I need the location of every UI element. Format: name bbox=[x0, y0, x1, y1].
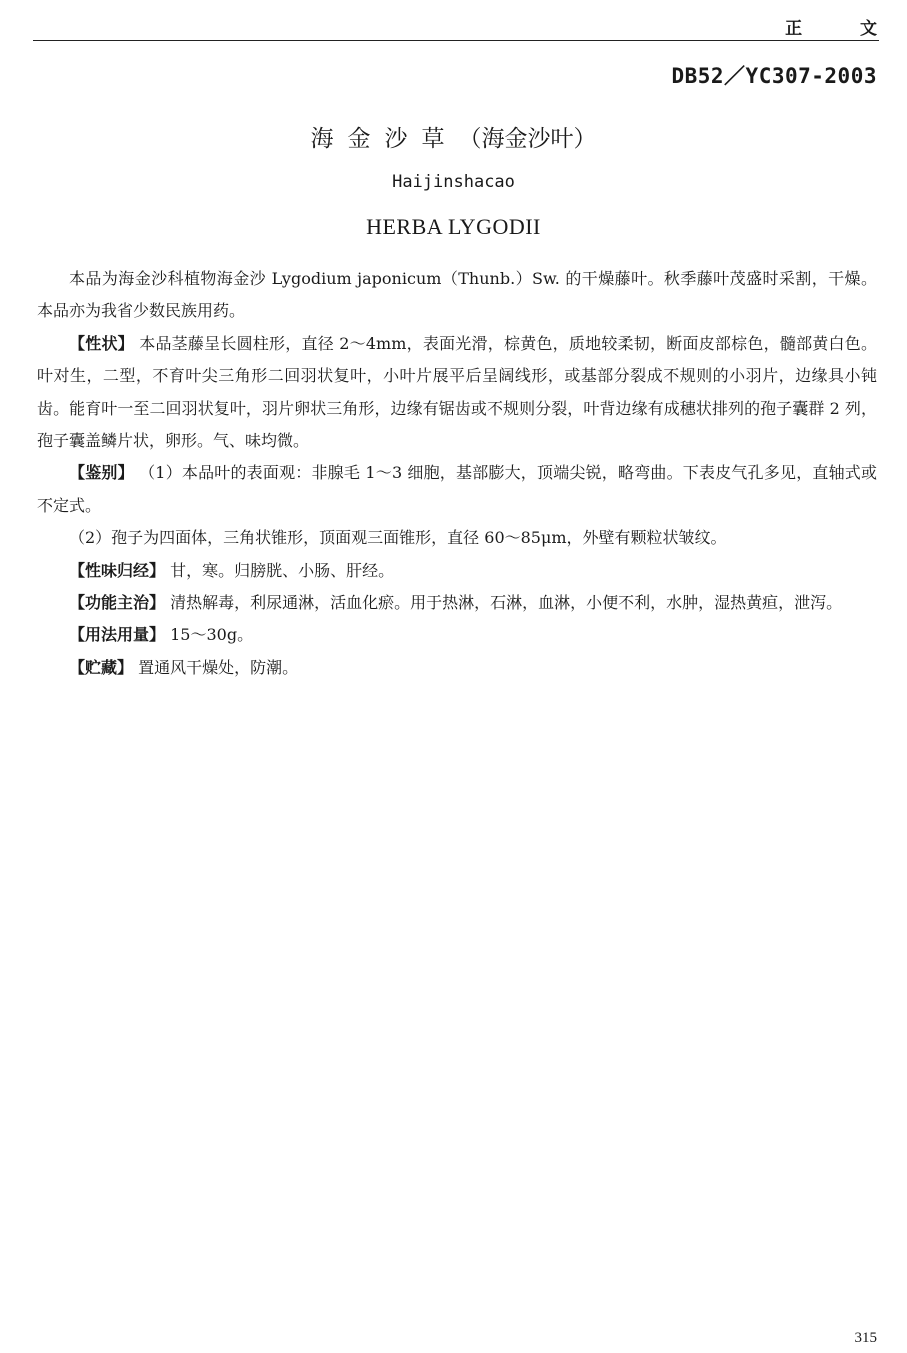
section-head-characteristics: 【性状】 bbox=[69, 333, 134, 353]
title-pinyin: Haijinshacao bbox=[392, 172, 515, 192]
monograph-body bbox=[37, 263, 877, 684]
identification-paragraph bbox=[37, 457, 877, 522]
section-head-identification: 【鉴别】 bbox=[69, 463, 134, 483]
page-number: 315 bbox=[854, 1330, 877, 1346]
section-head-nature: 【性味归经】 bbox=[69, 560, 166, 580]
function-paragraph bbox=[37, 587, 877, 619]
section-text-identification: （1）本品叶的表面观：非腺毛 1～3 细胞，基部膨大，顶端尖锐，略弯曲。下表皮气孔多见，直轴式或不定式。 bbox=[37, 463, 877, 515]
title-chinese-alias: （海金沙叶） bbox=[458, 126, 597, 152]
title-latin: HERBA LYGODII bbox=[366, 214, 541, 239]
section-head-dosage: 【用法用量】 bbox=[69, 625, 166, 645]
section-head-storage: 【贮藏】 bbox=[69, 657, 134, 677]
nature-paragraph bbox=[37, 555, 877, 587]
characteristics-paragraph bbox=[37, 328, 877, 458]
section-text-characteristics: 本品茎藤呈长圆柱形，直径 2～4mm，表面光滑，棕黄色，质地较柔韧，断面皮部棕色，髓部黄白色。叶对生，二型，不育叶尖三角形二回羽状复叶，小叶片展平后呈阔线形，或基部分裂成不规则的小羽片，边缘具小钝齿。能育叶一至二回羽状复叶，羽片卵状三角形，边缘有锯齿或不规则分裂，叶背边缘有成穗状排列的孢子囊群 2 列，孢子囊盖鳞片状，卵形。气、味均微。 bbox=[37, 333, 877, 451]
section-text-storage: 置通风干燥处，防潮。 bbox=[138, 657, 299, 677]
header-section-label: 正 文 bbox=[785, 19, 903, 39]
section-text-nature: 甘，寒。归膀胱、小肠、肝经。 bbox=[170, 560, 395, 580]
title-chinese-main: 海金沙草 bbox=[310, 126, 459, 152]
dosage-paragraph bbox=[37, 619, 877, 651]
standard-code: DB52／YC307-2003 bbox=[671, 64, 877, 88]
header-divider bbox=[33, 40, 879, 41]
title-chinese bbox=[0, 120, 907, 153]
identification-paragraph-2: （2）孢子为四面体，三角状锥形，顶面观三面锥形，直径 60～85μm，外壁有颗粒状皱纹。 bbox=[69, 528, 727, 548]
storage-paragraph bbox=[37, 652, 877, 684]
section-text-dosage: 15～30g。 bbox=[170, 625, 254, 645]
section-head-function: 【功能主治】 bbox=[69, 593, 166, 613]
intro-paragraph: 本品为海金沙科植物海金沙 Lygodium japonicum（Thunb.）Sw. 的干燥藤叶。秋季藤叶茂盛时采割，干燥。本品亦为我省少数民族用药。 bbox=[37, 269, 877, 321]
section-text-function: 清热解毒，利尿通淋，活血化瘀。用于热淋，石淋，血淋，小便不利，水肿，湿热黄疸，泄泻。 bbox=[170, 593, 843, 613]
